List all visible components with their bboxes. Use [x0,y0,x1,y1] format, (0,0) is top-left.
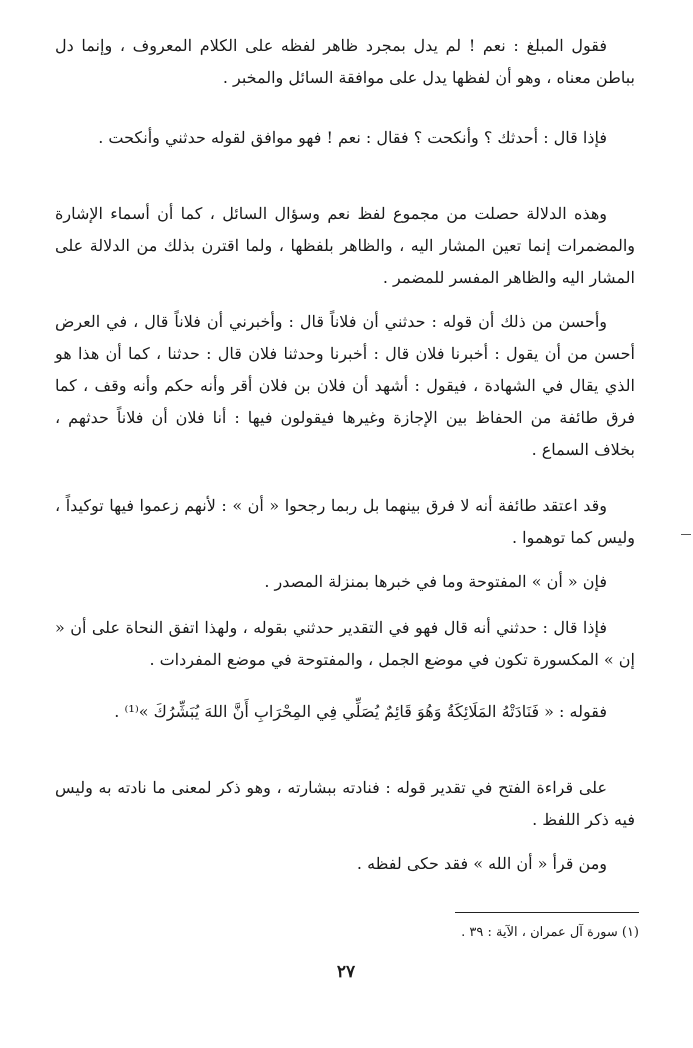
paragraph: فإذا قال : حدثني أنه قال فهو في التقدير حدثني بقوله ، ولهذا اتفق النحاة على أن « إن » المكسورة تكون في موضع الجمل ، والمفتوحة في موضع المفردات . [55,618,635,669]
paragraph: ومن قرأ « أن الله » فقد حكى لفظه . [356,854,607,873]
margin-mark [681,534,691,535]
paragraph: وقد اعتقد طائفة أنه لا فرق بينهما بل ربما رجحوا « أن » : لأنهم زعموا فيها توكيداً ، وليس كما توهموا . [55,496,635,547]
paragraph: فقول المبلغ : نعم ! لم يدل بمجرد ظاهر لفظه على الكلام المعروف ، وإنما دل بباطن معناه ، وهو أن لفظها يدل على موافقة السائل والمخبر . [55,36,635,87]
paragraph: وأحسن من ذلك أن قوله : حدثني أن فلاناً قال : وأخبرني أن فلاناً قال ، في العرض أحسن من أن يقول : أخبرنا فلان قال : أخبرنا وحدثنا فلان قال : حدثنا ، كما أن هذا هو الذي يقال في الشهادة ، فيقول : أشهد أن فلان بن فلان أقر وأنه حكم وأنه وقف ، كما فرق طائفة من الحفاظ بين الإجازة وغيرها فيقولون فيها : أنا فلان أن فلاناً حدثهم ، بخلاف السماع . [55,312,636,459]
paragraph: وهذه الدلالة حصلت من مجموع لفظ نعم وسؤال السائل ، كما أن أسماء الإشارة والمضمرات إنما تعين المشار اليه ، والظاهر بلفظها ، ولما اقترن بذلك من الدلالة على المشار اليه والظاهر المفسر للمضمر . [55,204,635,287]
footnote: (١) سورة آل عمران ، الآية : ٣٩ . [461,925,639,940]
page-number: ٢٧ [336,962,356,982]
paragraph: فإن « أن » المفتوحة وما في خبرها بمنزلة المصدر . [264,572,607,591]
paragraph: فقوله : « فَنَادَتْهُ المَلَائِكَةُ وَهُوَ قَائِمٌ يُصَلِّي فِي المِحْرَابِ أَنَّ اللهَ يُبَشِّرُكَ »⁽¹⁾ . [114,702,607,721]
paragraph: على قراءة الفتح في تقدير قوله : فنادته ببشارته ، وهو ذكر لمعنى ما نادته به وليس فيه ذكر اللفظ . [55,778,635,829]
footnote-separator [455,912,639,913]
paragraph: فإذا قال : أحدثك ؟ وأنكحت ؟ فقال : نعم ! فهو موافق لقوله حدثني وأنكحت . [98,128,607,147]
